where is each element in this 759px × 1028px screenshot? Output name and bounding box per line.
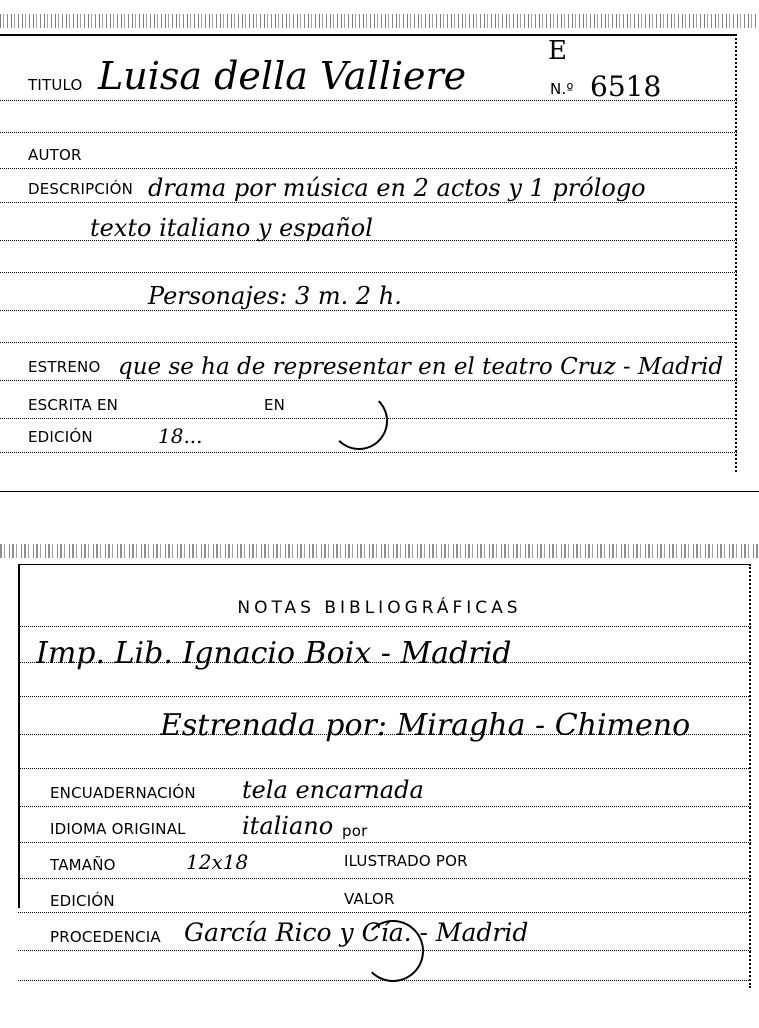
por-label: por bbox=[342, 822, 368, 840]
numero-value: 6518 bbox=[590, 70, 662, 103]
descripcion-label: DESCRIPCIÓN bbox=[28, 180, 134, 198]
rule-line bbox=[0, 380, 737, 381]
nota-line2: Estrenada por: Miragha - Chimeno bbox=[160, 708, 691, 743]
rule-line bbox=[0, 202, 737, 203]
rule-line bbox=[18, 912, 751, 913]
tamano-label: TAMAÑO bbox=[50, 856, 116, 874]
card-border-top bbox=[0, 34, 737, 36]
rule-line bbox=[0, 418, 737, 419]
stamp-mark bbox=[362, 920, 424, 982]
estreno-value: que se ha de representar en el teatro Cruz - Madrid bbox=[118, 354, 724, 380]
card-border-right bbox=[749, 564, 751, 988]
encuadernacion-label: ENCUADERNACIÓN bbox=[50, 784, 196, 802]
card-border-bottom bbox=[0, 491, 759, 492]
idioma-value: italiano bbox=[242, 812, 334, 840]
valor-label: VALOR bbox=[344, 890, 395, 908]
en-label: EN bbox=[264, 396, 286, 414]
rule-line bbox=[0, 240, 737, 241]
rule-line bbox=[0, 132, 737, 133]
descripcion-line1: drama por música en 2 actos y 1 prólogo bbox=[148, 174, 646, 202]
catalog-card-top bbox=[0, 0, 759, 492]
ilustrado-label: ILUSTRADO POR bbox=[344, 852, 468, 870]
rule-line bbox=[18, 734, 751, 735]
scan-noise-edge bbox=[0, 14, 759, 28]
titulo-value: Luisa della Valliere bbox=[98, 54, 467, 98]
corner-mark: E bbox=[548, 36, 567, 66]
procedencia-value: García Rico y Cía. - Madrid bbox=[184, 918, 529, 947]
encuadernacion-value: tela encarnada bbox=[242, 776, 424, 804]
edicion-label: EDICIÓN bbox=[28, 428, 93, 446]
rule-line bbox=[0, 100, 737, 101]
rule-line bbox=[18, 980, 751, 981]
escrita-en-label: ESCRITA EN bbox=[28, 396, 119, 414]
card-border-top bbox=[18, 564, 751, 565]
rule-line bbox=[0, 342, 737, 343]
rule-line bbox=[18, 626, 751, 627]
rule-line bbox=[18, 696, 751, 697]
edicion-label: EDICIÓN bbox=[50, 892, 115, 910]
edicion-value: 18... bbox=[158, 424, 203, 448]
titulo-label: TITULO bbox=[28, 76, 83, 94]
personajes: Personajes: 3 m. 2 h. bbox=[148, 282, 402, 310]
tamano-value: 12x18 bbox=[186, 850, 249, 874]
rule-line bbox=[18, 842, 751, 843]
idioma-label: IDIOMA ORIGINAL bbox=[50, 820, 186, 838]
notas-heading: NOTAS BIBLIOGRÁFICAS bbox=[237, 598, 522, 618]
rule-line bbox=[18, 878, 751, 879]
stamp-mark bbox=[330, 392, 388, 450]
rule-line bbox=[18, 806, 751, 807]
numero-label: N.º bbox=[550, 80, 574, 98]
descripcion-line2: texto italiano y español bbox=[90, 214, 373, 242]
estreno-label: ESTRENO bbox=[28, 358, 101, 376]
rule-line bbox=[18, 662, 751, 663]
procedencia-label: PROCEDENCIA bbox=[50, 928, 161, 946]
rule-line bbox=[0, 452, 737, 453]
scan-noise-edge bbox=[0, 544, 759, 558]
rule-line bbox=[0, 310, 737, 311]
autor-label: AUTOR bbox=[28, 146, 82, 164]
rule-line bbox=[18, 768, 751, 769]
rule-line bbox=[18, 950, 751, 951]
rule-line bbox=[0, 272, 737, 273]
catalog-card-bottom bbox=[0, 540, 759, 1028]
rule-line bbox=[0, 168, 737, 169]
nota-line1: Imp. Lib. Ignacio Boix - Madrid bbox=[36, 636, 512, 671]
